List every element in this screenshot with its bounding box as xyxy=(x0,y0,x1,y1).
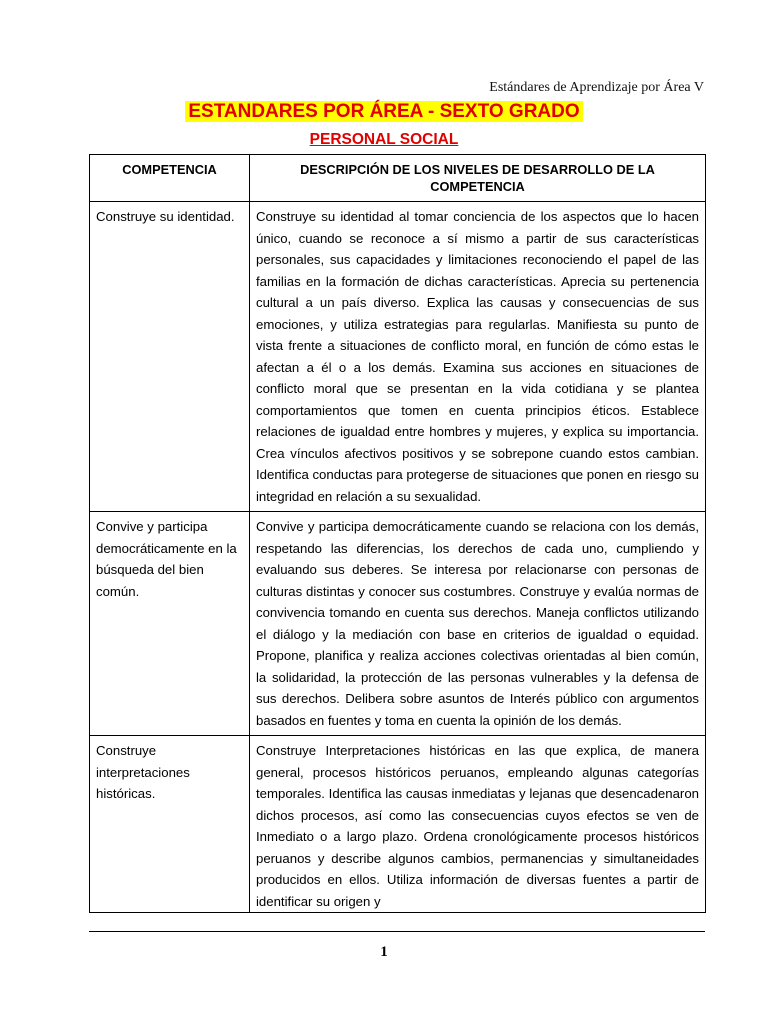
page-number: 1 xyxy=(380,944,388,960)
section-title-text: PERSONAL SOCIAL xyxy=(309,131,459,148)
column-header-competencia: COMPETENCIA xyxy=(90,155,250,202)
page-title-text: ESTANDARES POR ÁREA - SEXTO GRADO xyxy=(185,101,582,122)
standards-table-viewport xyxy=(80,154,720,933)
descripcion-cell: Construye su identidad al tomar conciencia de los aspectos que lo hacen único, cuando se reconoce a sí mismo a partir de sus características personales, sus capacidades y limitaciones reconociendo el papel de las familias en la formación de dichas características. Aprecia su pertenencia cultural a un país diverso. Explica las causas y consecuencias de sus emociones, y utiliza estrategias para regularlas. Manifiesta su punto de vista frente a situaciones de conflicto moral, en función de cómo estas le afectan a él o a los demás. Examina sus acciones en situaciones de conflicto moral que se presentan en la vida cotidiana y se plantea comportamientos que tomen en cuenta principios éticos. Establece relaciones de igualdad entre hombres y mujeres, y explica su importancia. Crea vínculos afectivos positivos y se sobrepone cuando estos cambian. Identifica conductas para protegerse de situaciones que ponen en riesgo su integridad en relación a su sexualidad. xyxy=(250,202,706,512)
table-bottom-border xyxy=(89,931,705,932)
running-header: Estándares de Aprendizaje por Área V xyxy=(489,80,704,95)
descripcion-cell: Convive y participa democráticamente cuando se relaciona con los demás, respetando las diferencias, los derechos de cada uno, cumpliendo y evaluando sus deberes. Se interesa por relacionarse con personas de culturas distintas y conocer sus costumbres. Construye y evalúa normas de convivencia tomando en cuenta sus derechos. Maneja conflictos utilizando el diálogo y la mediación con base en criterios de igualdad o equidad. Propone, planifica y realiza acciones colectivas orientadas al bien común, la solidaridad, la protección de las personas vulnerables y la defensa de sus derechos. Delibera sobre asuntos de Interés público con argumentos basados en fuentes y toma en cuenta la opinión de los demás. xyxy=(250,512,706,736)
competencia-cell: Convive y participa democráticamente en la búsqueda del bien común. xyxy=(90,512,250,736)
column-header-descripcion: DESCRIPCIÓN DE LOS NIVELES DE DESARROLLO DE LA COMPETENCIA xyxy=(250,155,706,202)
competencia-cell: Construye su identidad. xyxy=(90,202,250,512)
page-title xyxy=(0,100,768,125)
table-row xyxy=(90,202,706,512)
table-row xyxy=(90,512,706,736)
table-header-row xyxy=(90,155,706,202)
descripcion-cell: Construye Interpretaciones históricas en las que explica, de manera general, procesos históricos peruanos, empleando algunas categorías temporales. Identifica las causas inmediatas y lejanas que desencadenaron dichos procesos, así como las consecuencias cuyos efectos se ven de Inmediato o a largo plazo. Ordena cronológicamente procesos históricos peruanos y describe algunos cambios, permanencias y simultaneidades producidos en ellos. Utiliza información de diversas fuentes a partir de identificar su origen y xyxy=(250,736,706,913)
competencia-cell: Construye interpretaciones históricas. xyxy=(90,736,250,913)
table-row xyxy=(90,736,706,913)
standards-table xyxy=(89,154,706,913)
section-title xyxy=(0,131,768,149)
